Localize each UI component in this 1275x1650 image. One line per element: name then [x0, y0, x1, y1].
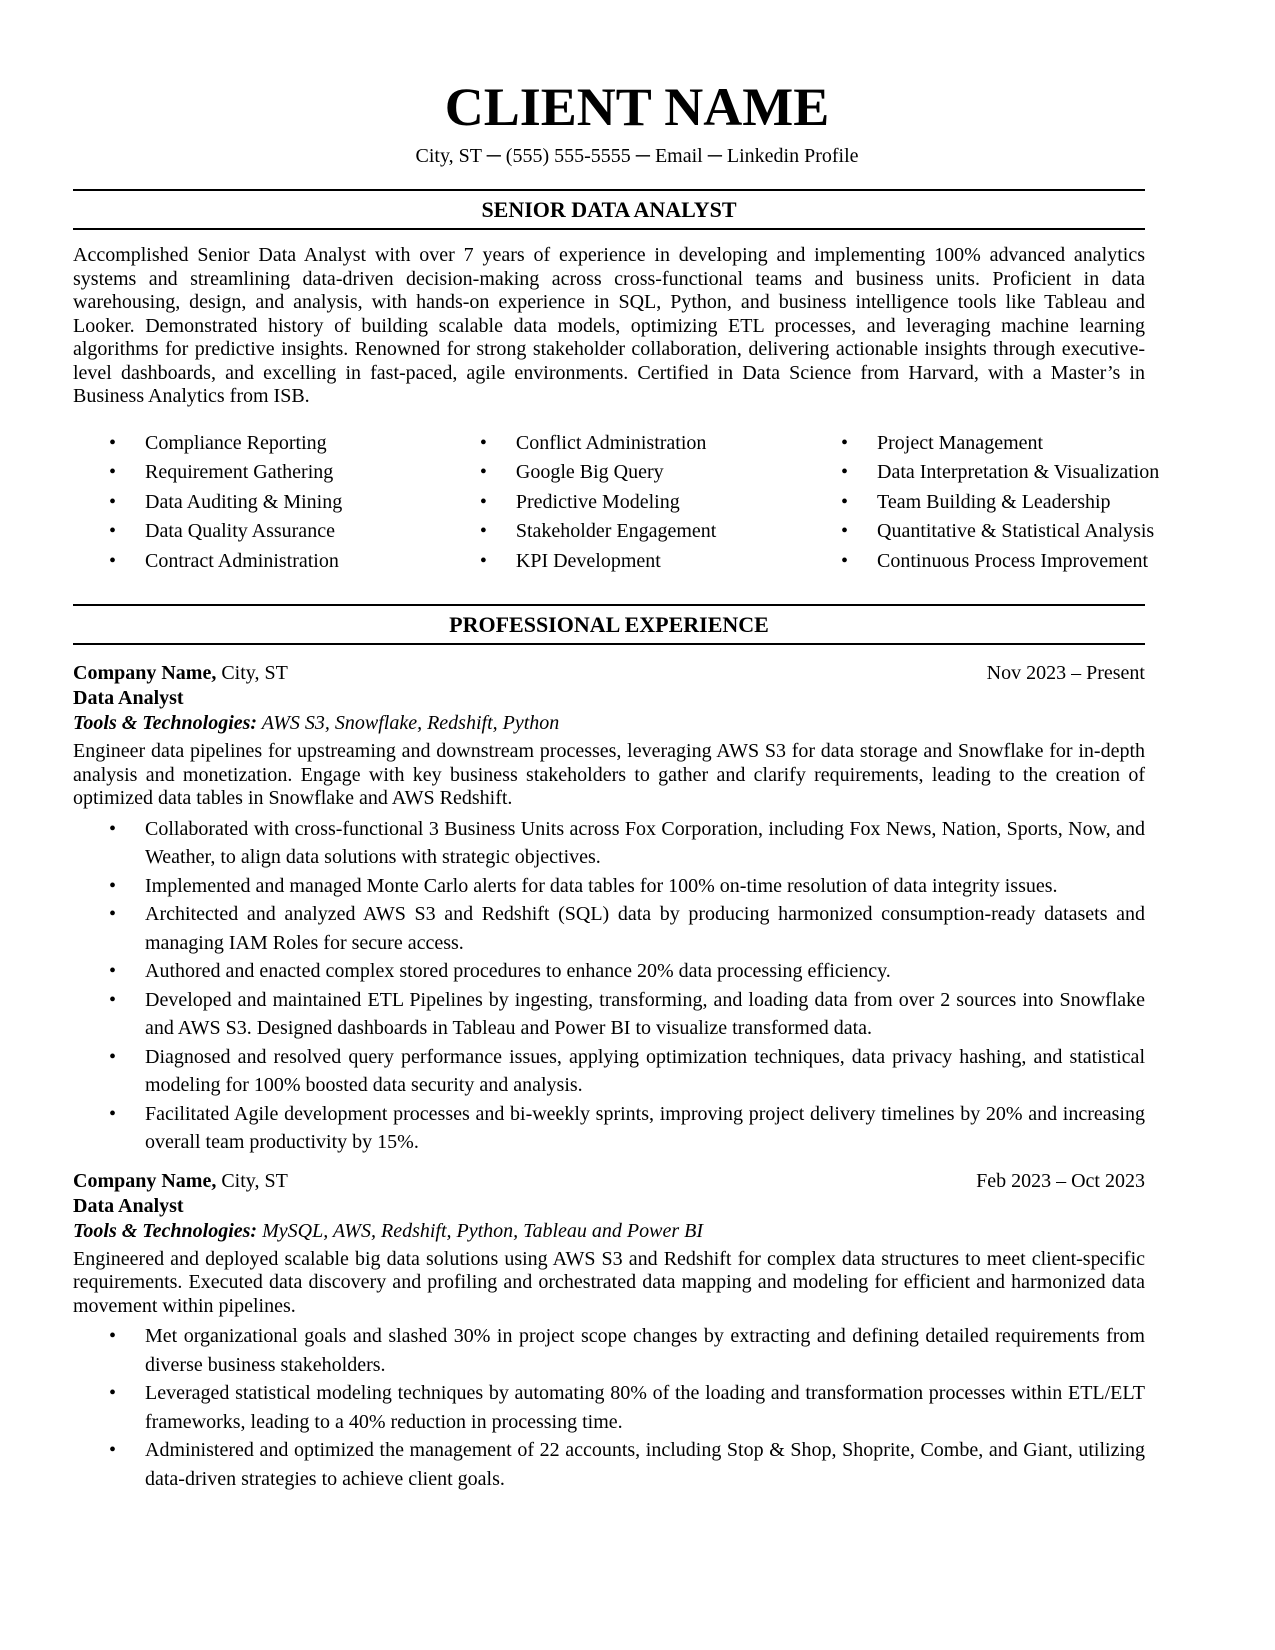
skills-column-2: [444, 429, 805, 577]
skill-item: • Continuous Process Improvement: [805, 547, 1145, 577]
job-dates: Feb 2023 – Oct 2023: [976, 1169, 1145, 1192]
skill-item: • Predictive Modeling: [444, 488, 805, 518]
job-entry: [73, 661, 1145, 1157]
skill-item: • Data Interpretation & Visualization: [805, 458, 1145, 488]
job-dates: Nov 2023 – Present: [986, 662, 1145, 684]
job-bullets: [73, 1322, 1145, 1493]
skill-item: • Team Building & Leadership: [805, 488, 1145, 518]
job-tools: [73, 711, 1145, 736]
job-role: Data Analyst: [73, 687, 184, 709]
experience-section-title: PROFESSIONAL EXPERIENCE: [73, 604, 1145, 645]
job-bullet: • Administered and optimized the management of 22 accounts, including Stop & Shop, Shoprite, Combe, and Giant, utilizing data-driven strategies to achieve client goals.: [73, 1436, 1145, 1493]
job-bullet: • Leveraged statistical modeling techniques by automating 80% of the loading and transformation processes within ETL/ELT frameworks, leading to a 40% reduction in processing time.: [73, 1379, 1145, 1436]
skill-item: • Requirement Gathering: [73, 458, 444, 488]
tools-label: Tools & Technologies:: [73, 712, 258, 734]
skill-item: • Project Management: [805, 429, 1145, 459]
skills-grid: [73, 429, 1160, 577]
skills-column-1: [73, 429, 444, 577]
skill-item: • Data Auditing & Mining: [73, 488, 444, 518]
company-location: City, ST: [216, 662, 288, 684]
job-bullet: • Authored and enacted complex stored procedures to enhance 20% data processing efficiency.: [73, 957, 1145, 986]
tools-label: Tools & Technologies:: [73, 1219, 258, 1242]
tools-list: AWS S3, Snowflake, Redshift, Python: [257, 712, 560, 734]
skill-item: • Stakeholder Engagement: [444, 517, 805, 547]
job-header: [73, 1169, 1145, 1194]
job-bullet: • Facilitated Agile development processes and bi-weekly sprints, improving project delivery timelines by 20% and increasing overall team productivity by 15%.: [73, 1100, 1145, 1157]
company-name: Company Name,: [73, 662, 217, 684]
job-header: [73, 661, 1145, 686]
skill-item: • Google Big Query: [444, 458, 805, 488]
skill-item: • Data Quality Assurance: [73, 517, 444, 547]
skill-item: • Quantitative & Statistical Analysis: [805, 517, 1145, 547]
tools-list: MySQL, AWS, Redshift, Python, Tableau and Power BI: [257, 1219, 703, 1242]
job-employer: [73, 661, 288, 686]
summary-paragraph: Accomplished Senior Data Analyst with over 7 years of experience in developing and implementing 100% advanced analytics systems and streamlining data-driven decision-making across cross-functional teams and business units. Proficient in data warehousing, design, and analysis, with hands-on experience in SQL, Python, and business intelligence tools like Tableau and Looker. Demonstrated history of building scalable data models, optimizing ETL processes, and leveraging machine learning algorithms for predictive insights. Renowned for strong stakeholder collaboration, delivering actionable insights through executive-level dashboards, and excelling in fast-paced, agile environments. Certified in Data Science from Harvard, with a Master’s in Business Analytics from ISB.: [73, 244, 1145, 407]
job-employer: [73, 1169, 288, 1194]
skill-item: • Compliance Reporting: [73, 429, 444, 459]
job-entry: [73, 1169, 1145, 1494]
job-bullet: • Developed and maintained ETL Pipelines by ingesting, transforming, and loading data from over 2 sources into Snowflake and AWS S3. Designed dashboards in Tableau and Power BI to visualize transformed data.: [73, 986, 1145, 1043]
job-role: Data Analyst: [73, 1194, 184, 1217]
client-name: CLIENT NAME: [444, 77, 830, 137]
job-bullet: • Met organizational goals and slashed 30% in project scope changes by extracting and defining detailed requirements from diverse business stakeholders.: [73, 1322, 1145, 1379]
skill-item: • KPI Development: [444, 547, 805, 577]
job-bullet: • Collaborated with cross-functional 3 Business Units across Fox Corporation, including Fox News, Nation, Sports, Now, and Weather, to align data solutions with strategic objectives.: [73, 815, 1145, 872]
contact-line: City, ST ─ (555) 555-5555 ─ Email ─ Linkedin Profile: [415, 145, 859, 167]
job-tools: [73, 1219, 1145, 1244]
job-bullet: • Diagnosed and resolved query performance issues, applying optimization techniques, data privacy hashing, and statistical modeling for 100% boosted data security and analysis.: [73, 1043, 1145, 1100]
skill-item: • Conflict Administration: [444, 429, 805, 459]
job-bullets: [73, 815, 1145, 1157]
company-location: City, ST: [216, 1169, 288, 1192]
job-description: Engineer data pipelines for upstreaming and downstream processes, leveraging AWS S3 for data storage and Snowflake for in-depth analysis and monetization. Engage with key business stakeholders to gather and clarify requirements, leading to the creation of optimized data tables in Snowflake and AWS Redshift.: [73, 740, 1145, 809]
job-bullet: • Implemented and managed Monte Carlo alerts for data tables for 100% on-time resolution of data integrity issues.: [73, 872, 1145, 901]
skill-item: • Contract Administration: [73, 547, 444, 577]
summary-section-title: SENIOR DATA ANALYST: [73, 189, 1145, 230]
skills-column-3: [805, 429, 1160, 577]
job-description: Engineered and deployed scalable big data solutions using AWS S3 and Redshift for complex data structures to meet client-specific requirements. Executed data discovery and profiling and orchestrated data mapping and modeling for efficient and harmonized data movement within pipelines.: [73, 1247, 1145, 1317]
job-bullet: • Architected and analyzed AWS S3 and Redshift (SQL) data by producing harmonized consumption-ready datasets and managing IAM Roles for secure access.: [73, 900, 1145, 957]
company-name: Company Name,: [73, 1169, 217, 1192]
